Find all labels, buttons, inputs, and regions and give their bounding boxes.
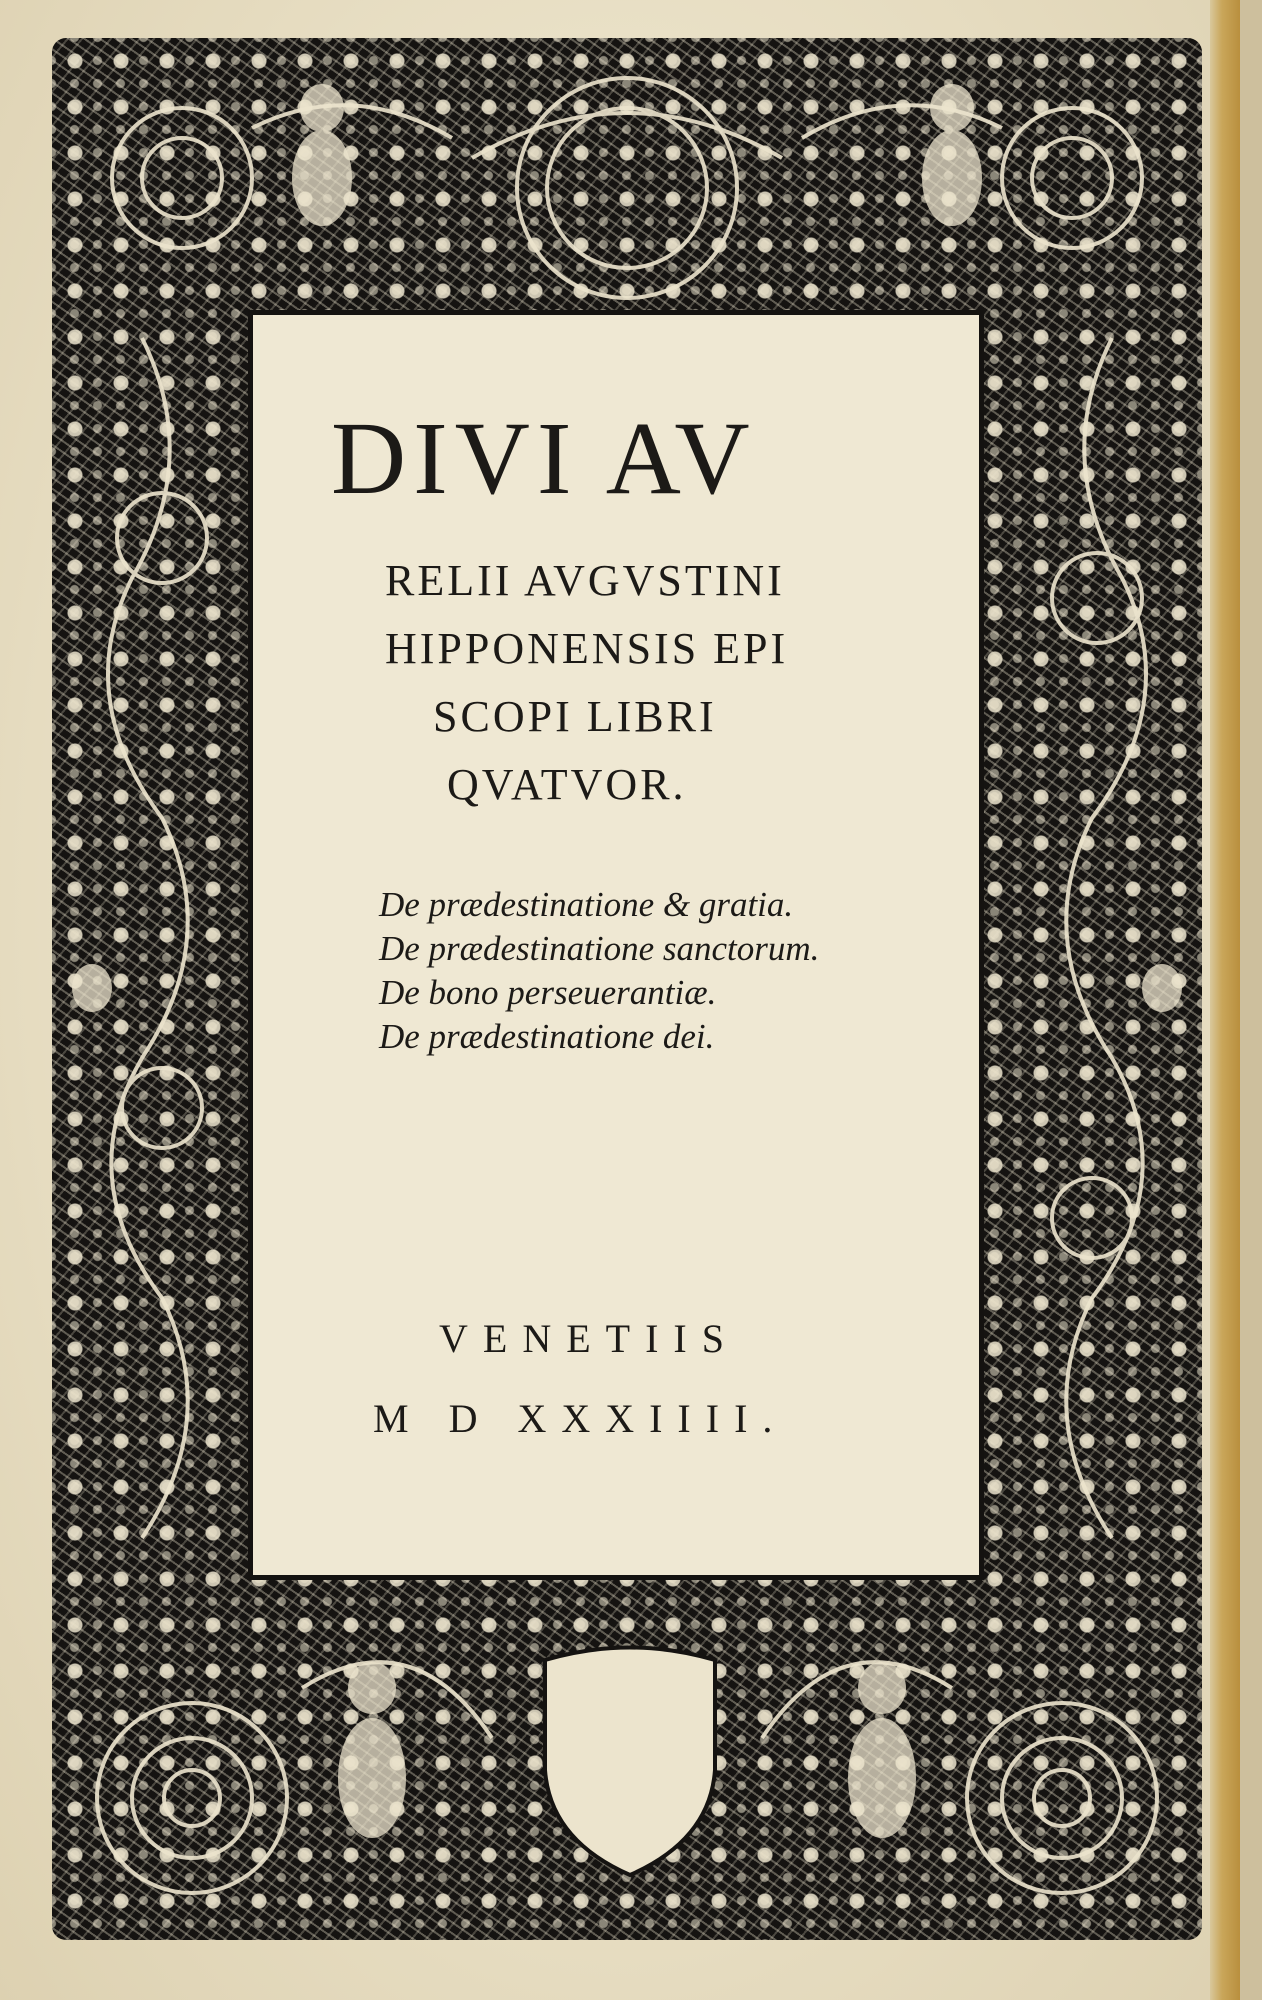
contents-item: De prædestinatione dei.	[379, 1017, 715, 1056]
contents-item: De prædestinatione sanctorum.	[379, 929, 820, 968]
contents-item: De prædestinatione & gratia.	[379, 885, 794, 924]
title-main: DIVI AV	[331, 401, 757, 516]
imprint-date: M D XXXIIII.	[373, 1396, 788, 1441]
title-text-panel	[248, 310, 984, 1580]
title-line: HIPPONENSIS EPI	[385, 624, 789, 673]
cartouche-shield-icon	[535, 1640, 725, 1880]
contents-list	[379, 883, 979, 1059]
gilt-fore-edge	[1210, 0, 1240, 2000]
title-line: RELII AVGVSTINI	[385, 556, 785, 605]
title-line: QVATVOR.	[447, 760, 687, 809]
contents-item: De bono perseuerantiæ.	[379, 973, 717, 1012]
title-line: SCOPI LIBRI	[433, 692, 717, 741]
imprint-place: VENETIIS	[439, 1316, 739, 1361]
